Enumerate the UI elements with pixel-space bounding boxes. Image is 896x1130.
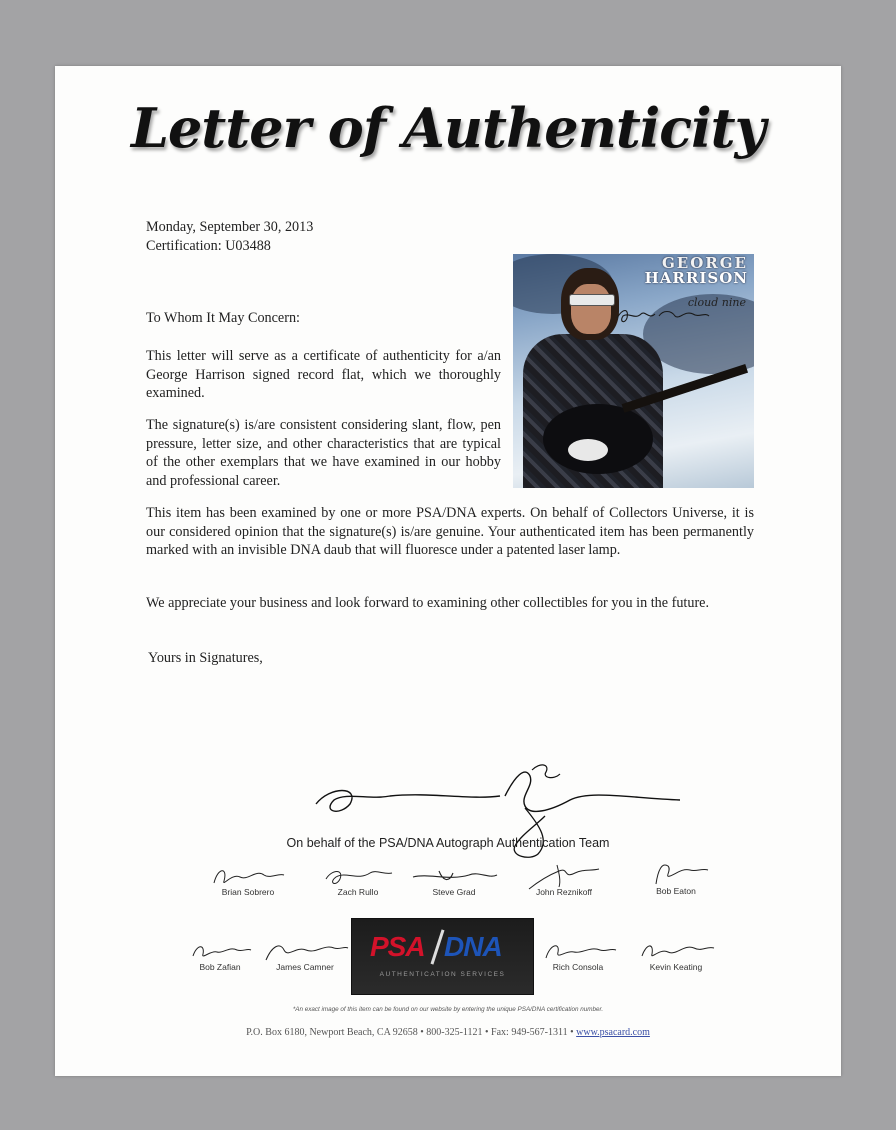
- footer-note: *An exact image of this item can be found on our website by entering the unique PSA/DNA certification number.: [292, 1006, 604, 1013]
- logo-dna-text: DNA: [444, 931, 502, 962]
- letter-date: Monday, September 30, 2013: [146, 219, 314, 235]
- salutation: To Whom It May Concern:: [146, 310, 300, 326]
- expert-signature: John Reznikoff: [509, 861, 619, 901]
- album-autograph: [613, 304, 713, 328]
- address-text: P.O. Box 6180, Newport Beach, CA 92658 • 800-325-1121 • Fax: 949-567-1311 •: [246, 1027, 577, 1038]
- guitar-shape: [543, 404, 653, 474]
- signed-album-photo: [513, 254, 754, 488]
- expert-signature: Bob Zafian: [165, 936, 275, 976]
- footer-address: [55, 1027, 841, 1038]
- expert-signature: Steve Grad: [399, 861, 509, 901]
- paragraph-1: This letter will serve as a certificate of authenticity for a/an George Harrison signed record flat, which we thoroughly examined.: [146, 348, 501, 401]
- expert-signature: James Camner: [250, 936, 360, 976]
- letter-title: Letter of Authenticity: [130, 96, 765, 160]
- logo-tagline: AUTHENTICATION SERVICES: [379, 971, 506, 978]
- paragraph-3: This item has been examined by one or more PSA/DNA experts. On behalf of Collectors Universe, it is our considered opinion that the signature(s) is/are genuine. Your authenticated item has been permanently marked with an invisible DNA daub that will fluoresce under a patented laser lamp.: [146, 505, 754, 558]
- paragraph-4: We appreciate your business and look forward to examining other collectibles for you in the future.: [146, 595, 710, 611]
- expert-signature: Kevin Keating: [621, 936, 731, 976]
- expert-signature: Bob Eaton: [621, 858, 731, 900]
- team-line: On behalf of the PSA/DNA Autograph Authentication Team: [286, 836, 610, 850]
- album-title: cloud nine: [687, 296, 746, 309]
- website-link[interactable]: www.psacard.com: [576, 1027, 650, 1038]
- psa-dna-logo: [351, 918, 534, 995]
- logo-psa-text: PSA: [370, 931, 425, 962]
- paragraph-2: The signature(s) is/are consistent considering slant, flow, pen pressure, letter size, and other characteristics that are typical of the other exemplars that we have examined in our hobby and professional career.: [146, 417, 501, 489]
- expert-signature: Zach Rullo: [303, 861, 413, 901]
- certification-number: Certification: U03488: [146, 238, 271, 254]
- album-artist: GEORGE HARRISON: [644, 254, 748, 287]
- expert-signature: Rich Consola: [523, 936, 633, 976]
- expert-signature: Brian Sobrero: [193, 861, 303, 901]
- certificate-paper: [55, 66, 841, 1076]
- closing: Yours in Signatures,: [148, 650, 263, 666]
